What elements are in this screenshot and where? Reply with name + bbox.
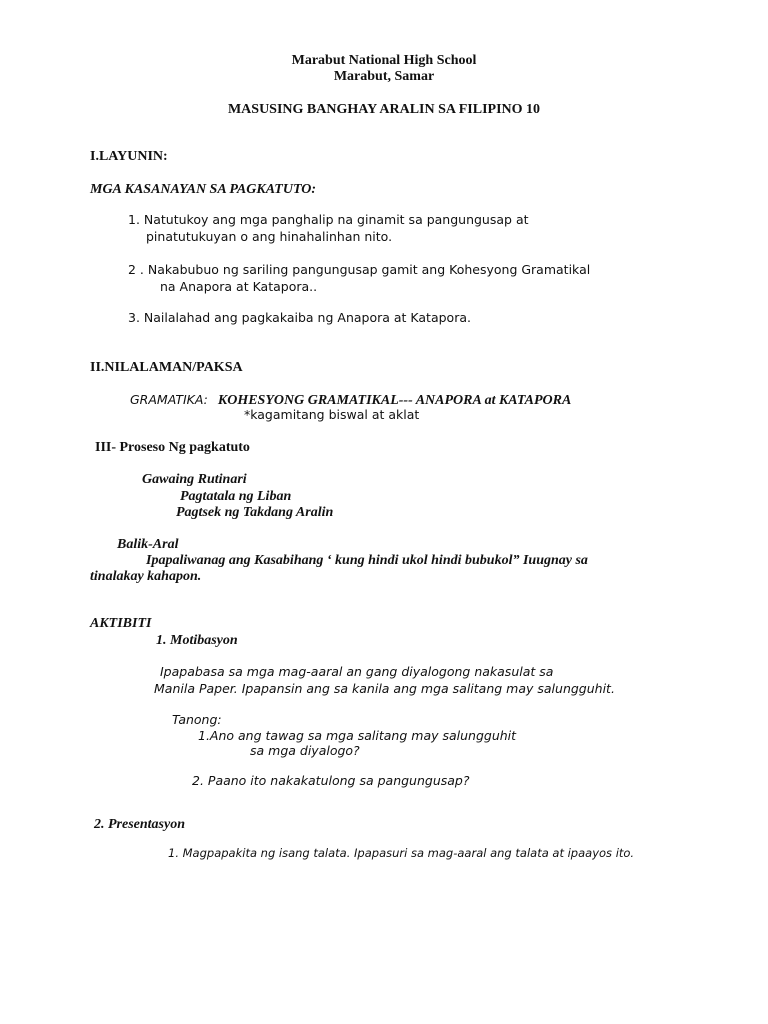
motibasyon-line-2: Manila Paper. Ipapansin ang sa kanila ang mga salitang may salungguhit. — [154, 681, 615, 696]
layunin-item-2-line-1: 2 . Nakabubuo ng sariling pangungusap gamit ang Kohesyong Gramatikal — [128, 262, 591, 277]
gawain-item-2: Pagtsek ng Takdang Aralin — [176, 505, 334, 520]
school-location: Marabut, Samar — [333, 69, 435, 84]
proseso-heading: III- Proseso Ng pagkatuto — [95, 440, 250, 455]
balik-aral-line-1: Ipapaliwanag ang Kasabihang ‘ kung hindi ukol hindi bubukol” Iuugnay sa — [146, 553, 588, 568]
tanong-2: 2. Paano ito nakakatulong sa pangungusap? — [192, 773, 470, 788]
tanong-label: Tanong: — [172, 712, 222, 727]
school-name: Marabut National High School — [291, 53, 477, 68]
tanong-1-line-1: 1.Ano ang tawag sa mga salitang may salungguhit — [198, 728, 517, 743]
balik-aral-line-2: tinalakay kahapon. — [90, 569, 202, 584]
gawain-heading: Gawaing Rutinari — [142, 472, 247, 487]
gramatika-line — [130, 392, 571, 408]
presentasyon-heading: 2. Presentasyon — [94, 817, 185, 832]
aktibiti-heading: AKTIBITI — [90, 616, 152, 631]
tanong-1-line-2: sa mga diyalogo? — [250, 743, 360, 758]
nilalaman-heading: II.NILALAMAN/PAKSA — [90, 360, 243, 375]
layunin-item-2-line-2: na Anapora at Katapora.. — [160, 279, 318, 294]
presentasyon-item-1: 1. Magpapakita ng isang talata. Ipapasuri sa mag-aaral ang talata at ipaayos ito. — [168, 846, 635, 860]
layunin-item-1-line-2: pinatutukuyan o ang hinahalinhan nito. — [146, 229, 393, 244]
motibasyon-heading: 1. Motibasyon — [156, 633, 238, 648]
gramatika-label: GRAMATIKA: — [130, 392, 208, 407]
layunin-heading: I.LAYUNIN: — [90, 149, 168, 164]
gawain-item-1: Pagtatala ng Liban — [180, 489, 292, 504]
balik-aral-heading: Balik-Aral — [117, 537, 179, 552]
layunin-item-3: 3. Nailalahad ang pagkakaiba ng Anapora at Katapora. — [128, 310, 471, 325]
document-title: MASUSING BANGHAY ARALIN SA FILIPINO 10 — [227, 102, 541, 117]
motibasyon-line-1: Ipapabasa sa mga mag-aaral an gang diyalogong nakasulat sa — [160, 664, 554, 679]
layunin-item-1-line-1: 1. Natutukoy ang mga panghalip na ginamit sa pangungusap at — [128, 212, 529, 227]
gramatika-topic: KOHESYONG GRAMATIKAL--- ANAPORA at KATAPORA — [217, 393, 572, 408]
kasanayan-subheading: MGA KASANAYAN SA PAGKATUTO: — [90, 182, 317, 197]
materials-note: *kagamitang biswal at aklat — [244, 407, 420, 422]
